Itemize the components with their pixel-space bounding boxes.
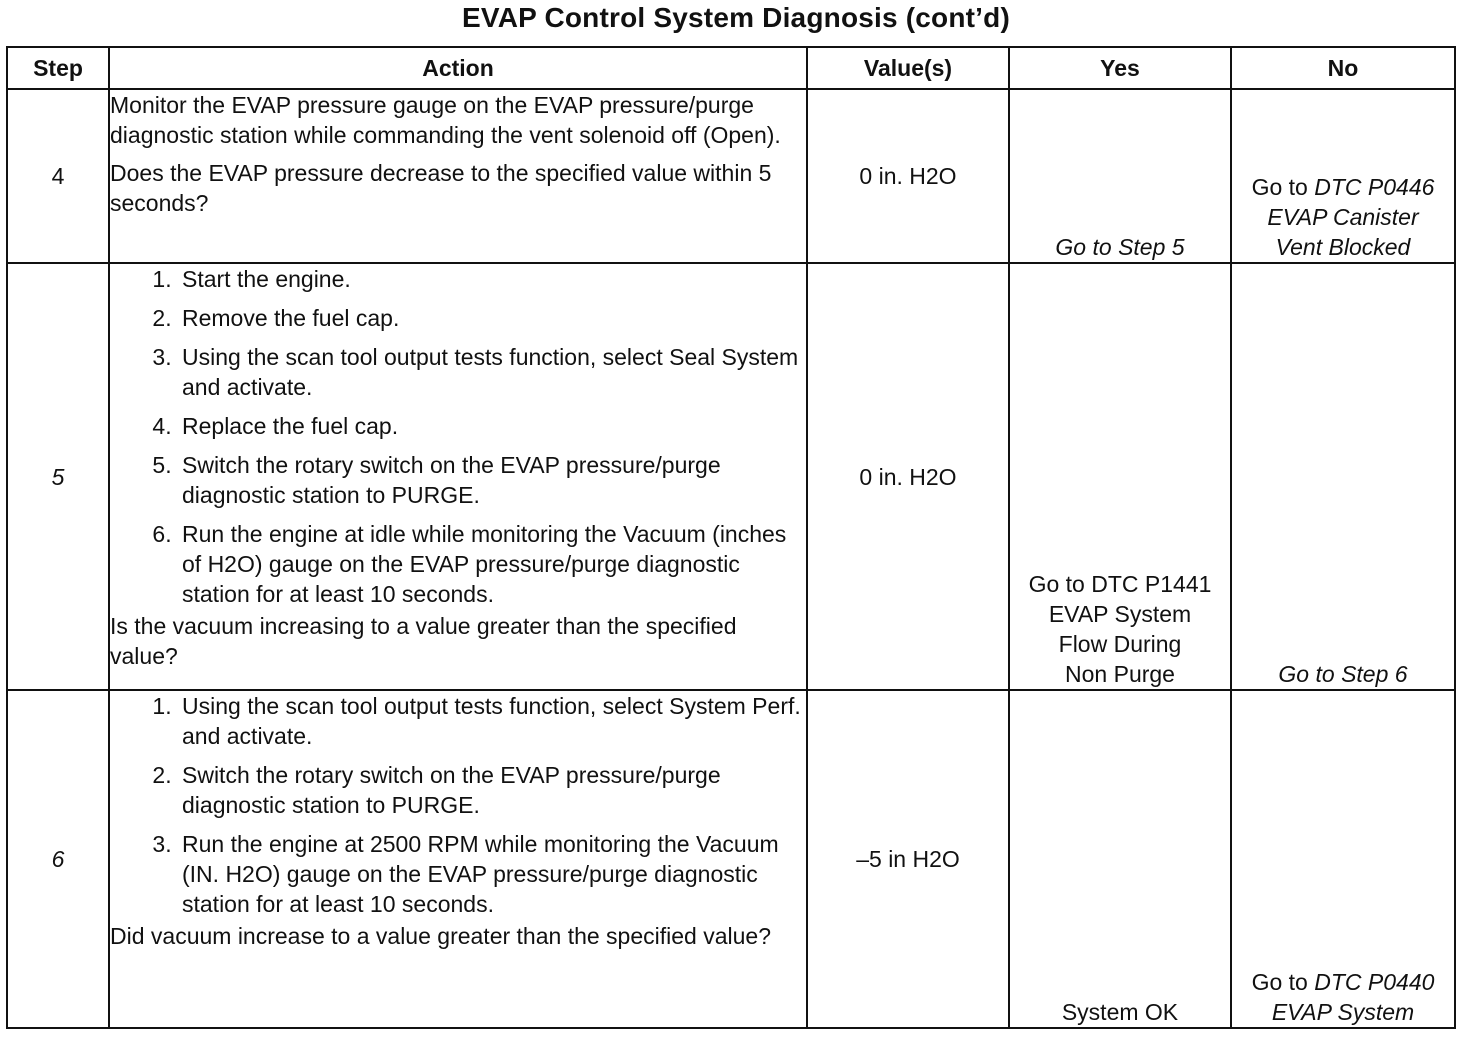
- table-row: [7, 690, 1455, 1028]
- header-yes: Yes: [1009, 47, 1231, 89]
- table-row: [7, 89, 1455, 263]
- no-outcome-line: EVAP System: [1271, 999, 1415, 1025]
- action-text: Monitor the EVAP pressure gauge on the EVAP pressure/purge diagnostic station while commanding the vent solenoid off (Open).: [110, 92, 781, 148]
- header-no: No: [1231, 47, 1455, 89]
- no-outcome-dtc: DTC P0440: [1314, 969, 1435, 995]
- substep-item: 1. Start the engine.: [178, 264, 806, 294]
- value-cell: 0 in. H2O: [807, 89, 1009, 263]
- no-outcome-prefix: Go to: [1251, 969, 1308, 995]
- substep-list: [110, 691, 806, 919]
- substep-item: 5. Switch the rotary switch on the EVAP pressure/purge diagnostic station to PURGE.: [178, 450, 806, 510]
- no-outcome-prefix: Go to: [1251, 174, 1308, 200]
- yes-cell: Go to Step 5: [1009, 89, 1231, 263]
- header-step: Step: [7, 47, 109, 89]
- substep-item: 6. Run the engine at idle while monitoring the Vacuum (inches of H2O) gauge on the EVAP pressure/purge diagnostic station for at least 10 seconds.: [178, 519, 806, 609]
- no-outcome-line: EVAP Canister: [1267, 204, 1419, 230]
- action-cell: [109, 89, 807, 263]
- page-title: EVAP Control System Diagnosis (cont’d): [462, 2, 1010, 33]
- yes-outcome-line: Non Purge: [1065, 661, 1175, 687]
- yes-outcome-line: Go to DTC P1441: [1028, 571, 1212, 597]
- value-cell: –5 in H2O: [807, 690, 1009, 1028]
- no-cell: [1231, 690, 1455, 1028]
- header-action: Action: [109, 47, 807, 89]
- yes-cell: System OK: [1009, 690, 1231, 1028]
- substep-item: 4. Replace the fuel cap.: [178, 411, 806, 441]
- no-cell: [1231, 89, 1455, 263]
- header-values: Value(s): [807, 47, 1009, 89]
- substep-item: 3. Run the engine at 2500 RPM while monitoring the Vacuum (IN. H2O) gauge on the EVAP pressure/purge diagnostic station for at least 10 seconds.: [178, 829, 806, 919]
- header-row: [7, 47, 1455, 89]
- substep-list: [110, 264, 806, 609]
- no-outcome-line: [1232, 172, 1454, 202]
- action-question: Is the vacuum increasing to a value greater than the specified value?: [110, 613, 737, 669]
- value-cell: 0 in. H2O: [807, 263, 1009, 690]
- substep-item: 2. Remove the fuel cap.: [178, 303, 806, 333]
- action-cell: [109, 690, 807, 1028]
- step-number: 6: [7, 690, 109, 1028]
- action-cell: [109, 263, 807, 690]
- action-question: Did vacuum increase to a value greater than the specified value?: [110, 923, 772, 949]
- no-cell: Go to Step 6: [1231, 263, 1455, 690]
- substep-item: 1. Using the scan tool output tests function, select System Perf. and activate.: [178, 691, 806, 751]
- substep-item: 3. Using the scan tool output tests function, select Seal System and activate.: [178, 342, 806, 402]
- diagnosis-table: [6, 46, 1456, 1029]
- yes-outcome-line: Flow During: [1058, 631, 1182, 657]
- yes-cell: [1009, 263, 1231, 690]
- no-outcome-line: Vent Blocked: [1275, 234, 1411, 260]
- substep-item: 2. Switch the rotary switch on the EVAP pressure/purge diagnostic station to PURGE.: [178, 760, 806, 820]
- yes-outcome-line: EVAP System: [1048, 601, 1192, 627]
- no-outcome-dtc: DTC P0446: [1314, 174, 1435, 200]
- step-number: 5: [7, 263, 109, 690]
- action-question: Does the EVAP pressure decrease to the specified value within 5 seconds?: [110, 160, 772, 216]
- table-row: [7, 263, 1455, 690]
- step-number: 4: [7, 89, 109, 263]
- no-outcome-line: [1232, 967, 1454, 997]
